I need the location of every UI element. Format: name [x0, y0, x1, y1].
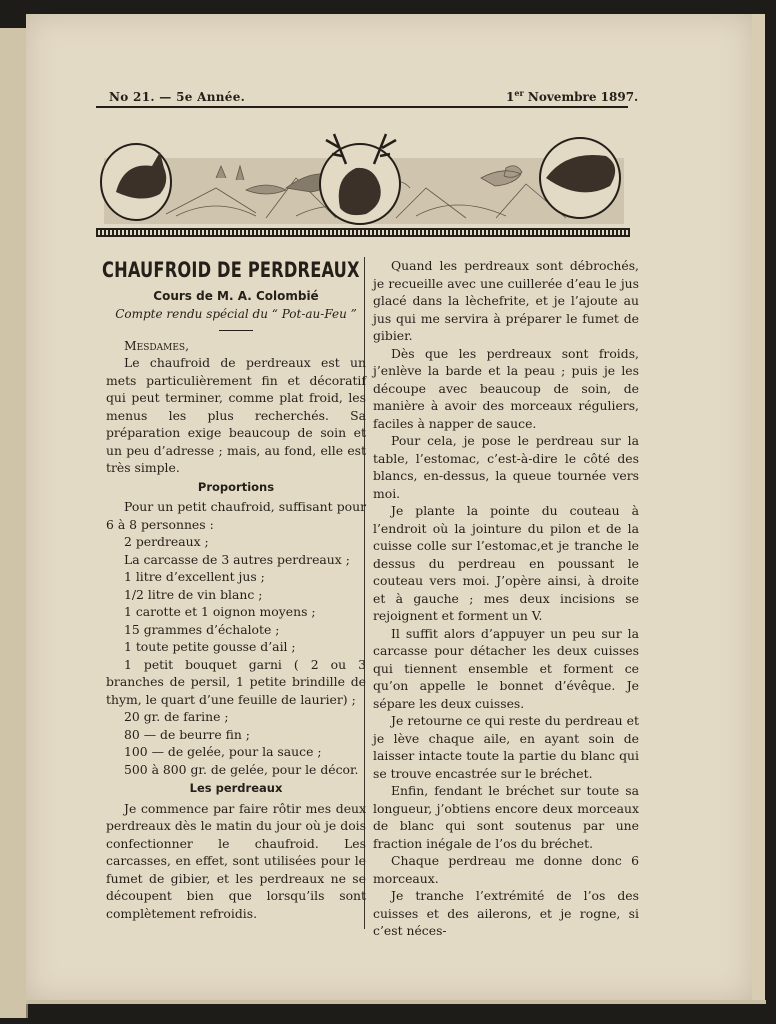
- ingredient-item: 80 — de beurre fin ;: [124, 726, 250, 742]
- paragraph: Quand les perdreaux sont débrochés, je recueille avec une cuillerée d’eau le jus glacé dans la lèchefrite, et je l’ajoute au jus qui me servira à préparer le fumet de gibier.: [373, 258, 639, 343]
- page-bottom-edge: [26, 1000, 766, 1004]
- report-credit: Compte rendu spécial du “ Pot-au-Feu ”: [115, 307, 357, 321]
- game-animals-banner-icon: [96, 118, 628, 230]
- ingredient-item: La carcasse de 3 autres perdreaux ;: [124, 551, 350, 567]
- header-rule: [96, 106, 628, 108]
- issue-number: No 21. — 5e Année.: [109, 90, 246, 104]
- ingredient-item: 1 litre d’excellent jus ;: [124, 569, 265, 584]
- ingredient-item: 1 carotte et 1 oignon moyens ;: [124, 604, 316, 619]
- journal-page: [26, 14, 752, 1000]
- paragraph: Chaque perdreau me donne donc 6 morceaux.: [373, 853, 639, 886]
- right-column: [373, 257, 639, 940]
- left-column: [102, 258, 366, 922]
- ingredient-item: 20 gr. de farine ;: [124, 709, 229, 724]
- ornamental-rule: [96, 228, 630, 237]
- ingredient-item: 1/2 litre de vin blanc ;: [124, 586, 263, 602]
- ingredient-item: 1 petit bouquet garni ( 2 ou 3 branches de persil, 1 petite brindille de thym, le quart d’une feuille de laurier) ;: [106, 656, 366, 707]
- paragraph: Pour cela, je pose le perdreau sur la table, l’estomac, c’est-à-dire le côté des blancs, en-dessus, la queue tournée vers moi.: [373, 433, 639, 501]
- ingredient-item: 500 à 800 gr. de gelée, pour le décor.: [124, 761, 359, 777]
- proportions-heading: Proportions: [197, 479, 275, 494]
- paragraph: Je retourne ce qui reste du perdreau et je lève chaque aile, en ayant soin de laisser intacte toute la partie du blanc qui se trouve encastrée sur le bréchet.: [373, 713, 639, 781]
- paragraph: Je tranche l’extrémité de l’os des cuisses et des ailerons, et je rogne, si c’est néces-: [373, 888, 639, 938]
- perdreaux-heading: Les perdreaux: [189, 781, 283, 795]
- ingredient-item: 100 — de gelée, pour la sauce ;: [124, 744, 322, 759]
- intro-paragraph: Le chaufroid de perdreaux est un mets particulièrement fin et décoratif qui peut terminer, comme plat froid, les menus les plus recherchés. Sa préparation exige beaucoup de soin et un peu d’adresse ; mais, au fond, elle est très simple.: [106, 355, 366, 475]
- salutation: Mesdames,: [124, 337, 190, 353]
- paragraph: Dès que les perdreaux sont froids, j’enlève la barde et la peau ; puis je les découpe avec beaucoup de soin, de manière à avoir des morceaux réguliers, faciles à napper de sauce.: [373, 345, 639, 431]
- course-byline: Cours de M. A. Colombié: [153, 288, 319, 303]
- title-rule: [219, 330, 253, 331]
- paragraph: Je plante la pointe du couteau à l’endroit où la jointure du pilon et de la cuisse colle sur l’estomac,et je tranche le dessus du perdreau en poussant le couteau vers moi. J’opère ainsi, à droite et à gauche ; mes deux incisions se rejoignent et forment un V.: [373, 503, 639, 623]
- proportions-intro: Pour un petit chaufroid, suffisant pour 6 à 8 personnes :: [106, 499, 366, 532]
- article-title: CHAUFROID DE PERDREAUX: [102, 258, 360, 282]
- perdreaux-paragraph: Je commence par faire rôtir mes deux perdreaux dès le matin du jour où je dois confectionner le chaufroid. Les carcasses, en effet, sont utilisées pour le fumet de gibier, et les perdreaux ne se découpent bien que lorsqu’ils sont complètement refroidis.: [106, 800, 366, 921]
- issue-date: 1er Novembre 1897.: [506, 88, 639, 104]
- ingredient-item: 15 grammes d’échalote ;: [124, 621, 280, 637]
- ingredient-item: 2 perdreaux ;: [124, 534, 209, 549]
- ingredient-item: 1 toute petite gousse d’ail ;: [124, 639, 296, 654]
- paragraph: Enfin, fendant le bréchet sur toute sa longueur, j’obtiens encore deux morceaux de blanc qui sont soutenus par une fraction inégale de l’os du bréchet.: [373, 783, 639, 851]
- paragraph: Il suffit alors d’appuyer un peu sur la carcasse pour détacher les deux cuisses qui tiennent ensemble et forment ce qu’on appelle le bonnet d’évêque. Je sépare les deux cuisses.: [373, 625, 639, 711]
- previous-page-edge: [0, 28, 28, 1018]
